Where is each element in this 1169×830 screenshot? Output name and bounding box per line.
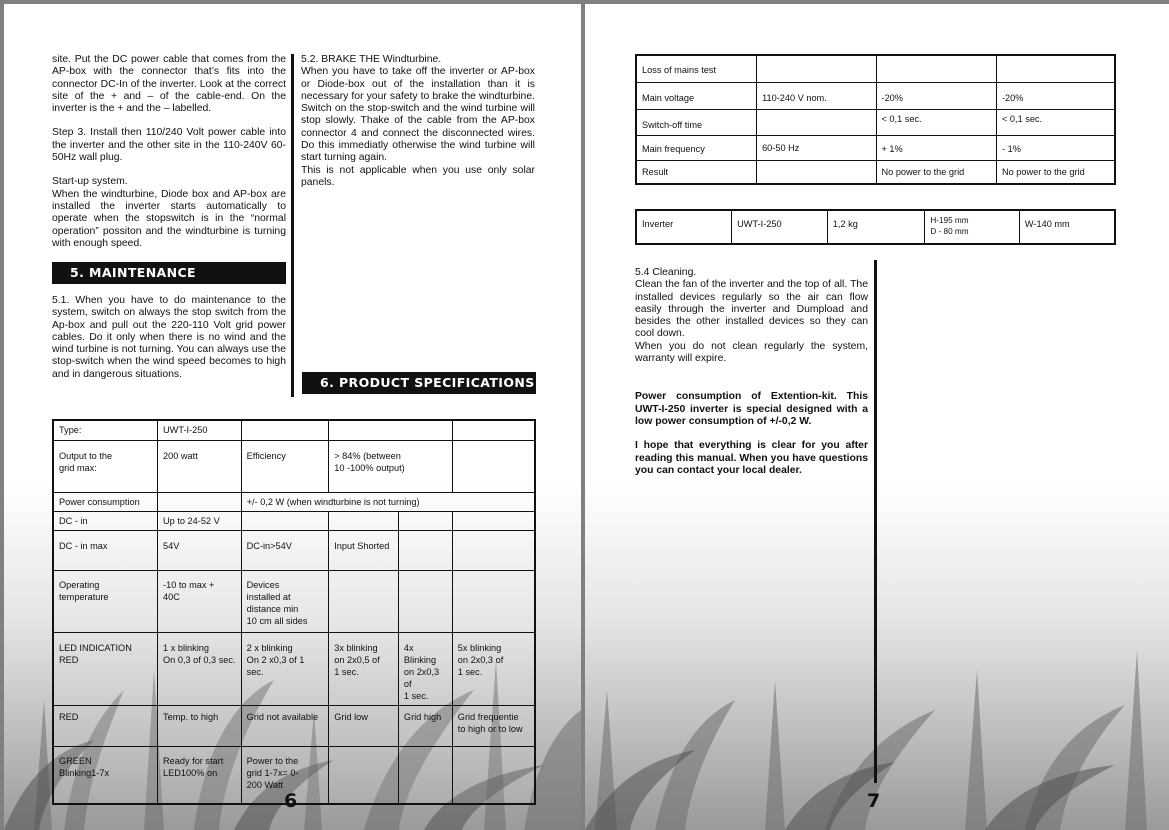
- inverter-weight: 1,2 kg: [827, 210, 925, 244]
- led-indication-value: 4x Blinking on 2x0,3 of 1 sec.: [398, 632, 452, 705]
- red-led-meaning: Grid not available: [241, 705, 329, 746]
- power-kit-paragraph: Power consumption of Extention-kit. This UWT-I-250 inverter is special designed with a low power consumption of +/-0,2 W.: [635, 391, 868, 427]
- table-row: [636, 135, 1115, 160]
- inverter-height: H-195 mm: [930, 216, 969, 225]
- left-page: [4, 4, 581, 830]
- page-number: 6: [284, 790, 298, 812]
- mains-cell: Main frequency: [636, 135, 757, 160]
- inverter-model: UWT-I-250: [732, 210, 828, 244]
- mains-cell: -20%: [996, 82, 1115, 109]
- table-row: [53, 705, 535, 746]
- mains-cell: No power to the grid: [996, 160, 1115, 184]
- intro-column: [52, 54, 286, 250]
- maintenance-paragraph: 5.1. When you have to do maintenance to the system, switch on always the stop switch from the Ap-box and pull out the 220-110 Volt grid power cables. Do it only when there is no wind and the wind turbine is not turning. You can always use the stop-switch when the wind speed becomes to high and in dangerous situations.: [52, 295, 286, 380]
- paragraph-dc-cable: site. Put the DC power cable that comes from the AP-box with the connector that’s fits into the connector DC-In of the inverter. Look at the correct site of the + and – of the cable-end. On the inverter is the + and the – labelled.: [52, 54, 286, 115]
- output-value: 200 watt: [158, 440, 242, 492]
- green-led-meaning: Ready for start LED100% on: [158, 746, 242, 804]
- table-row: [53, 570, 535, 632]
- operating-temperature-value: -10 to max + 40C: [158, 570, 242, 632]
- table-row: [636, 82, 1115, 109]
- dc-in-max-condition: DC-in>54V: [241, 530, 329, 570]
- column-divider: [291, 54, 294, 397]
- table-row: [53, 420, 535, 440]
- led-indication-label: LED INDICATION RED: [53, 632, 158, 705]
- cleaning-paragraph: 5.4 Cleaning. Clean the fan of the inverter and the top of all. The installed devices regularly so the air can flow easily through the inverter and Dumpload and besides the other installed devices so they can cool down. When you do not clean regularly the system, warranty will expire.: [635, 267, 868, 365]
- red-led-meaning: Grid frequentie to high or to low: [452, 705, 535, 746]
- mains-cell: 110-240 V nom.: [757, 82, 876, 109]
- led-indication-value: 1 x blinking On 0,3 of 0,3 sec.: [158, 632, 242, 705]
- right-page: [585, 4, 1169, 830]
- mains-cell: - 1%: [996, 135, 1115, 160]
- cleaning-column: [635, 267, 868, 477]
- mains-cell: No power to the grid: [876, 160, 996, 184]
- led-indication-value: 5x blinking on 2x0,3 of 1 sec.: [452, 632, 535, 705]
- green-led-meaning: Power to the grid 1-7x= 0- 200 Watt: [241, 746, 329, 804]
- power-consumption-value: +/- 0,2 W (when windturbine is not turning): [241, 492, 535, 511]
- closing-paragraph: I hope that everything is clear for you after reading this manual. When you have questions you can contact your local dealer.: [635, 440, 868, 476]
- column-divider: [874, 260, 877, 783]
- dc-in-max-result: Input Shorted: [329, 530, 399, 570]
- loss-of-mains-table: [635, 54, 1116, 185]
- operating-temperature-label: Operating temperature: [53, 570, 158, 632]
- dc-in-max-value: 54V: [158, 530, 242, 570]
- table-row: [636, 160, 1115, 184]
- green-led-label: GREEN Blinking1-7x: [53, 746, 158, 804]
- mains-cell: Main voltage: [636, 82, 757, 109]
- inverter-depth: D - 80 mm: [930, 227, 969, 236]
- mains-cell: -20%: [876, 82, 996, 109]
- dc-in-label: DC - in: [53, 511, 158, 530]
- table-row: [53, 530, 535, 570]
- output-label: Output to the grid max:: [53, 440, 158, 492]
- table-row: [636, 55, 1115, 82]
- table-row: [53, 511, 535, 530]
- type-label: Type:: [53, 420, 158, 440]
- led-indication-value: 3x blinking on 2x0,5 of 1 sec.: [329, 632, 399, 705]
- mains-cell: 60-50 Hz: [757, 135, 876, 160]
- mains-cell: Result: [636, 160, 757, 184]
- inverter-width: W-140 mm: [1019, 210, 1115, 244]
- page-number: 7: [867, 790, 881, 812]
- power-consumption-label: Power consumption: [53, 492, 158, 511]
- type-value: UWT-I-250: [158, 420, 242, 440]
- dc-in-max-label: DC - in max: [53, 530, 158, 570]
- inverter-dimensions-table: [635, 209, 1116, 245]
- mains-cell: < 0,1 sec.: [876, 109, 996, 135]
- red-led-meaning: Grid high: [398, 705, 452, 746]
- mains-cell: < 0,1 sec.: [996, 109, 1115, 135]
- led-indication-value: 2 x blinking On 2 x0,3 of 1 sec.: [241, 632, 329, 705]
- table-row: [636, 109, 1115, 135]
- red-led-label: RED: [53, 705, 158, 746]
- section-heading-maintenance: 5. MAINTENANCE: [52, 262, 286, 284]
- efficiency-value: > 84% (between 10 -100% output): [329, 440, 453, 492]
- brake-paragraph: 5.2. BRAKE THE Windturbine. When you have to take off the inverter or AP-box or Diode-box out of the installation than it is necessary for your safety to brake the windturbine. Switch on the stop-switch and the wind turbine will stop slowly. Thake of the cable from the AP-box connector 4 and connect the disconnected wires. Do this immediatly otherwise the wind turbine will start turning again. This is not applicable when you use only solar panels.: [301, 54, 535, 188]
- paragraph-step-3: Step 3. Install then 110/240 Volt power cable into the inverter and the other site in the 110-240V 60-50Hz wall plug.: [52, 127, 286, 164]
- mains-cell: Loss of mains test: [636, 55, 757, 82]
- paragraph-start-up: Start-up system. When the windturbine, Diode box and AP-box are installed the inverter starts automatically to operate when the stopswitch is in the “normal operation” possiton and the windturbine is turning with enough speed.: [52, 176, 286, 249]
- red-led-meaning: Temp. to high: [158, 705, 242, 746]
- mains-cell: Switch-off time: [636, 109, 757, 135]
- inverter-label: Inverter: [636, 210, 732, 244]
- table-row: [53, 632, 535, 705]
- table-row: [636, 210, 1115, 244]
- inverter-height-depth: [925, 210, 1020, 244]
- red-led-meaning: Grid low: [329, 705, 399, 746]
- section-heading-specifications: 6. PRODUCT SPECIFICATIONS: [302, 372, 536, 394]
- dc-in-value: Up to 24-52 V: [158, 511, 242, 530]
- table-row: [53, 440, 535, 492]
- efficiency-label: Efficiency: [241, 440, 329, 492]
- mains-cell: + 1%: [876, 135, 996, 160]
- installation-distance-note: Devices installed at distance min 10 cm all sides: [241, 570, 329, 632]
- table-row: [53, 492, 535, 511]
- product-specifications-table: [52, 419, 536, 805]
